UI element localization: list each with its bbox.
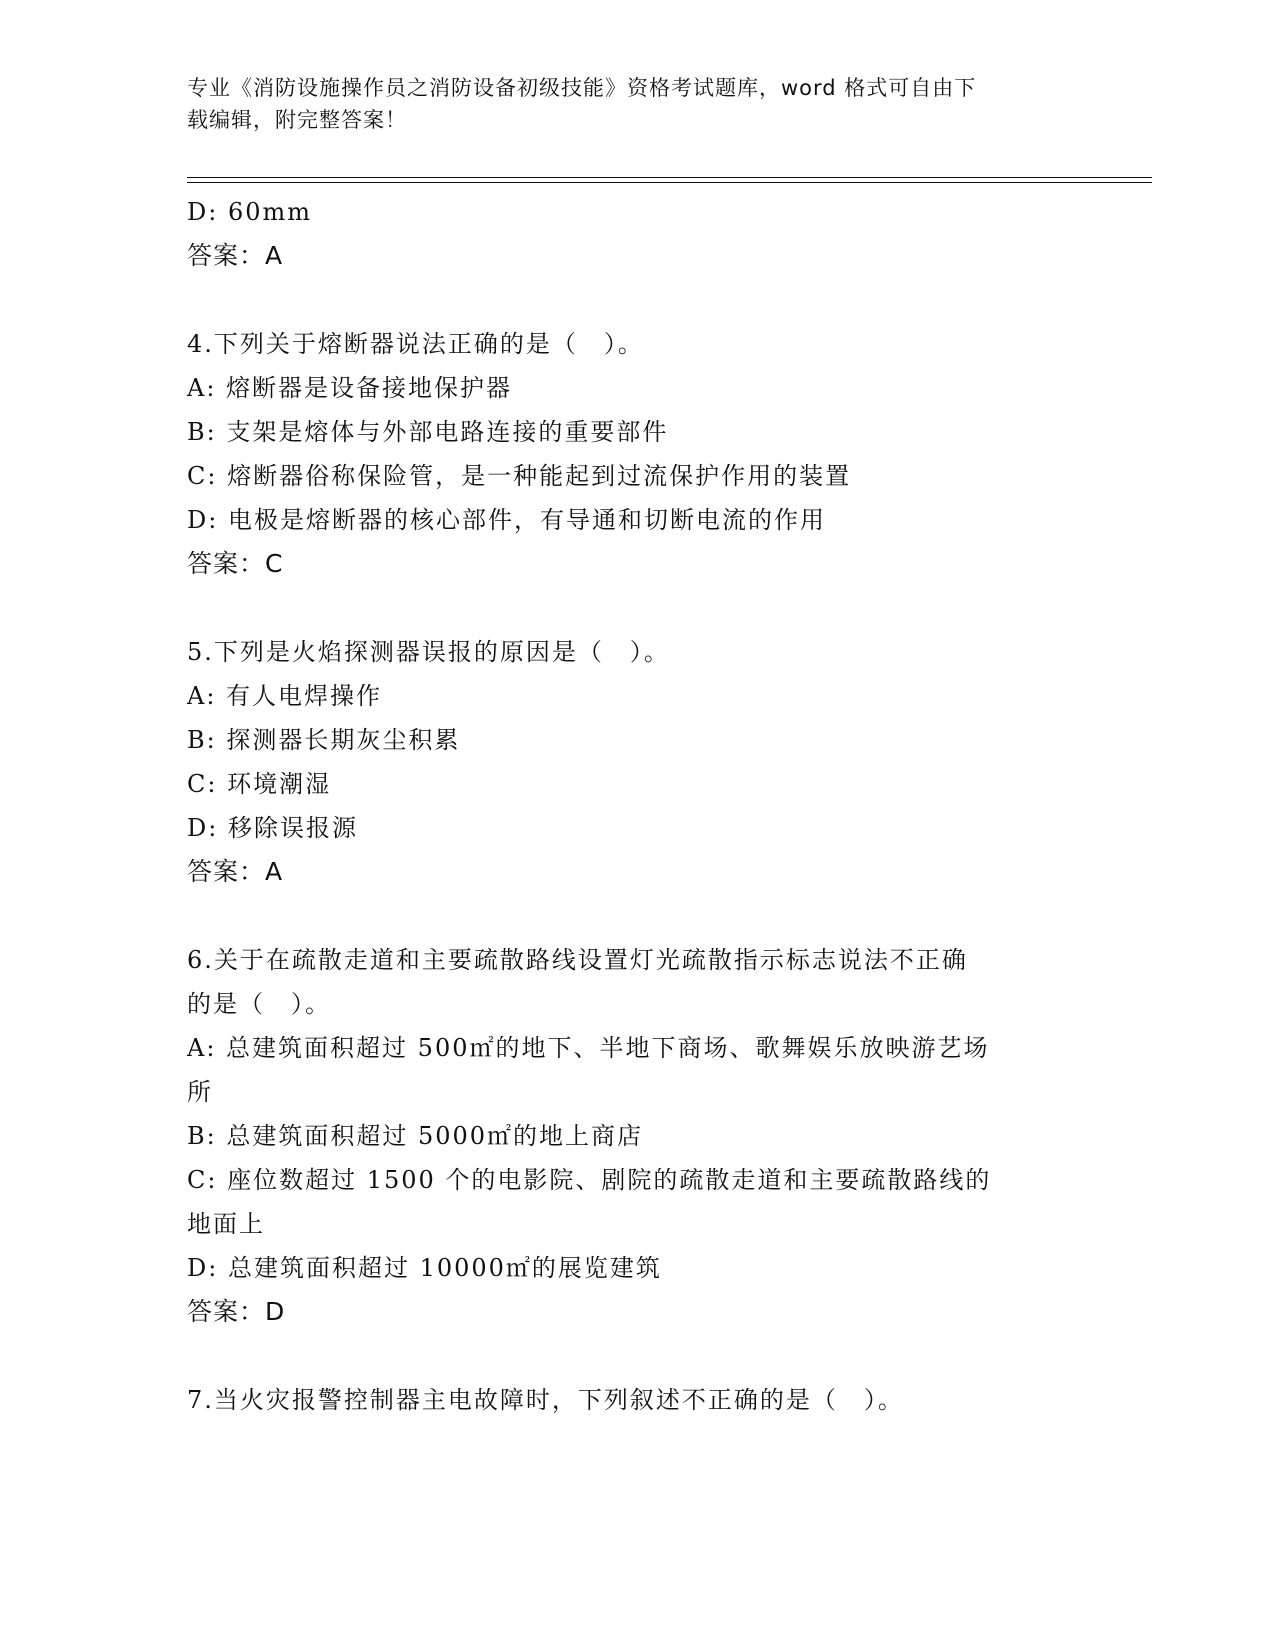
q4-answer: 答案：C <box>187 549 284 578</box>
q6-option-a-line-1: A: 总建筑面积超过 500㎡的地下、半地下商场、歌舞娱乐放映游艺场 <box>187 1034 990 1062</box>
q5-stem: 5.下列是火焰探测器误报的原因是（ ）。 <box>187 638 670 666</box>
q4-option-b: B: 支架是熔体与外部电路连接的重要部件 <box>187 418 669 446</box>
header-divider-bottom <box>187 182 1152 183</box>
q4-stem: 4.下列关于熔断器说法正确的是（ ）。 <box>187 330 644 358</box>
q6-option-b: B: 总建筑面积超过 5000㎡的地上商店 <box>187 1122 644 1150</box>
q5-option-d: D: 移除误报源 <box>187 814 358 842</box>
q5-option-a: A: 有人电焊操作 <box>187 682 383 710</box>
prev-option-d: D: 60mm <box>187 198 313 226</box>
header-line-2: 载编辑，附完整答案！ <box>187 108 407 132</box>
q5-option-c: C: 环境潮湿 <box>187 770 332 798</box>
header-divider-top <box>187 177 1152 178</box>
q7-stem: 7.当火灾报警控制器主电故障时，下列叙述不正确的是（ ）。 <box>187 1386 904 1414</box>
header-line-1: 专业《消防设施操作员之消防设备初级技能》资格考试题库，word 格式可自由下 <box>187 76 977 100</box>
q6-option-d: D: 总建筑面积超过 10000㎡的展览建筑 <box>187 1254 662 1282</box>
q6-answer: 答案：D <box>187 1297 286 1326</box>
q4-option-d: D: 电极是熔断器的核心部件，有导通和切断电流的作用 <box>187 506 826 534</box>
q6-stem-line-2: 的是（ ）。 <box>187 990 331 1018</box>
q6-option-a-line-2: 所 <box>187 1078 213 1106</box>
q6-stem-line-1: 6.关于在疏散走道和主要疏散路线设置灯光疏散指示标志说法不正确 <box>187 946 968 974</box>
page-header <box>187 72 1067 136</box>
q4-option-c: C: 熔断器俗称保险管，是一种能起到过流保护作用的装置 <box>187 462 852 490</box>
q4-option-a: A: 熔断器是设备接地保护器 <box>187 374 513 402</box>
prev-answer: 答案：A <box>187 241 284 270</box>
q6-option-c-line-2: 地面上 <box>187 1210 265 1238</box>
q5-option-b: B: 探测器长期灰尘积累 <box>187 726 461 754</box>
q5-answer: 答案：A <box>187 857 284 886</box>
q6-option-c-line-1: C: 座位数超过 1500 个的电影院、剧院的疏散走道和主要疏散路线的 <box>187 1166 992 1194</box>
